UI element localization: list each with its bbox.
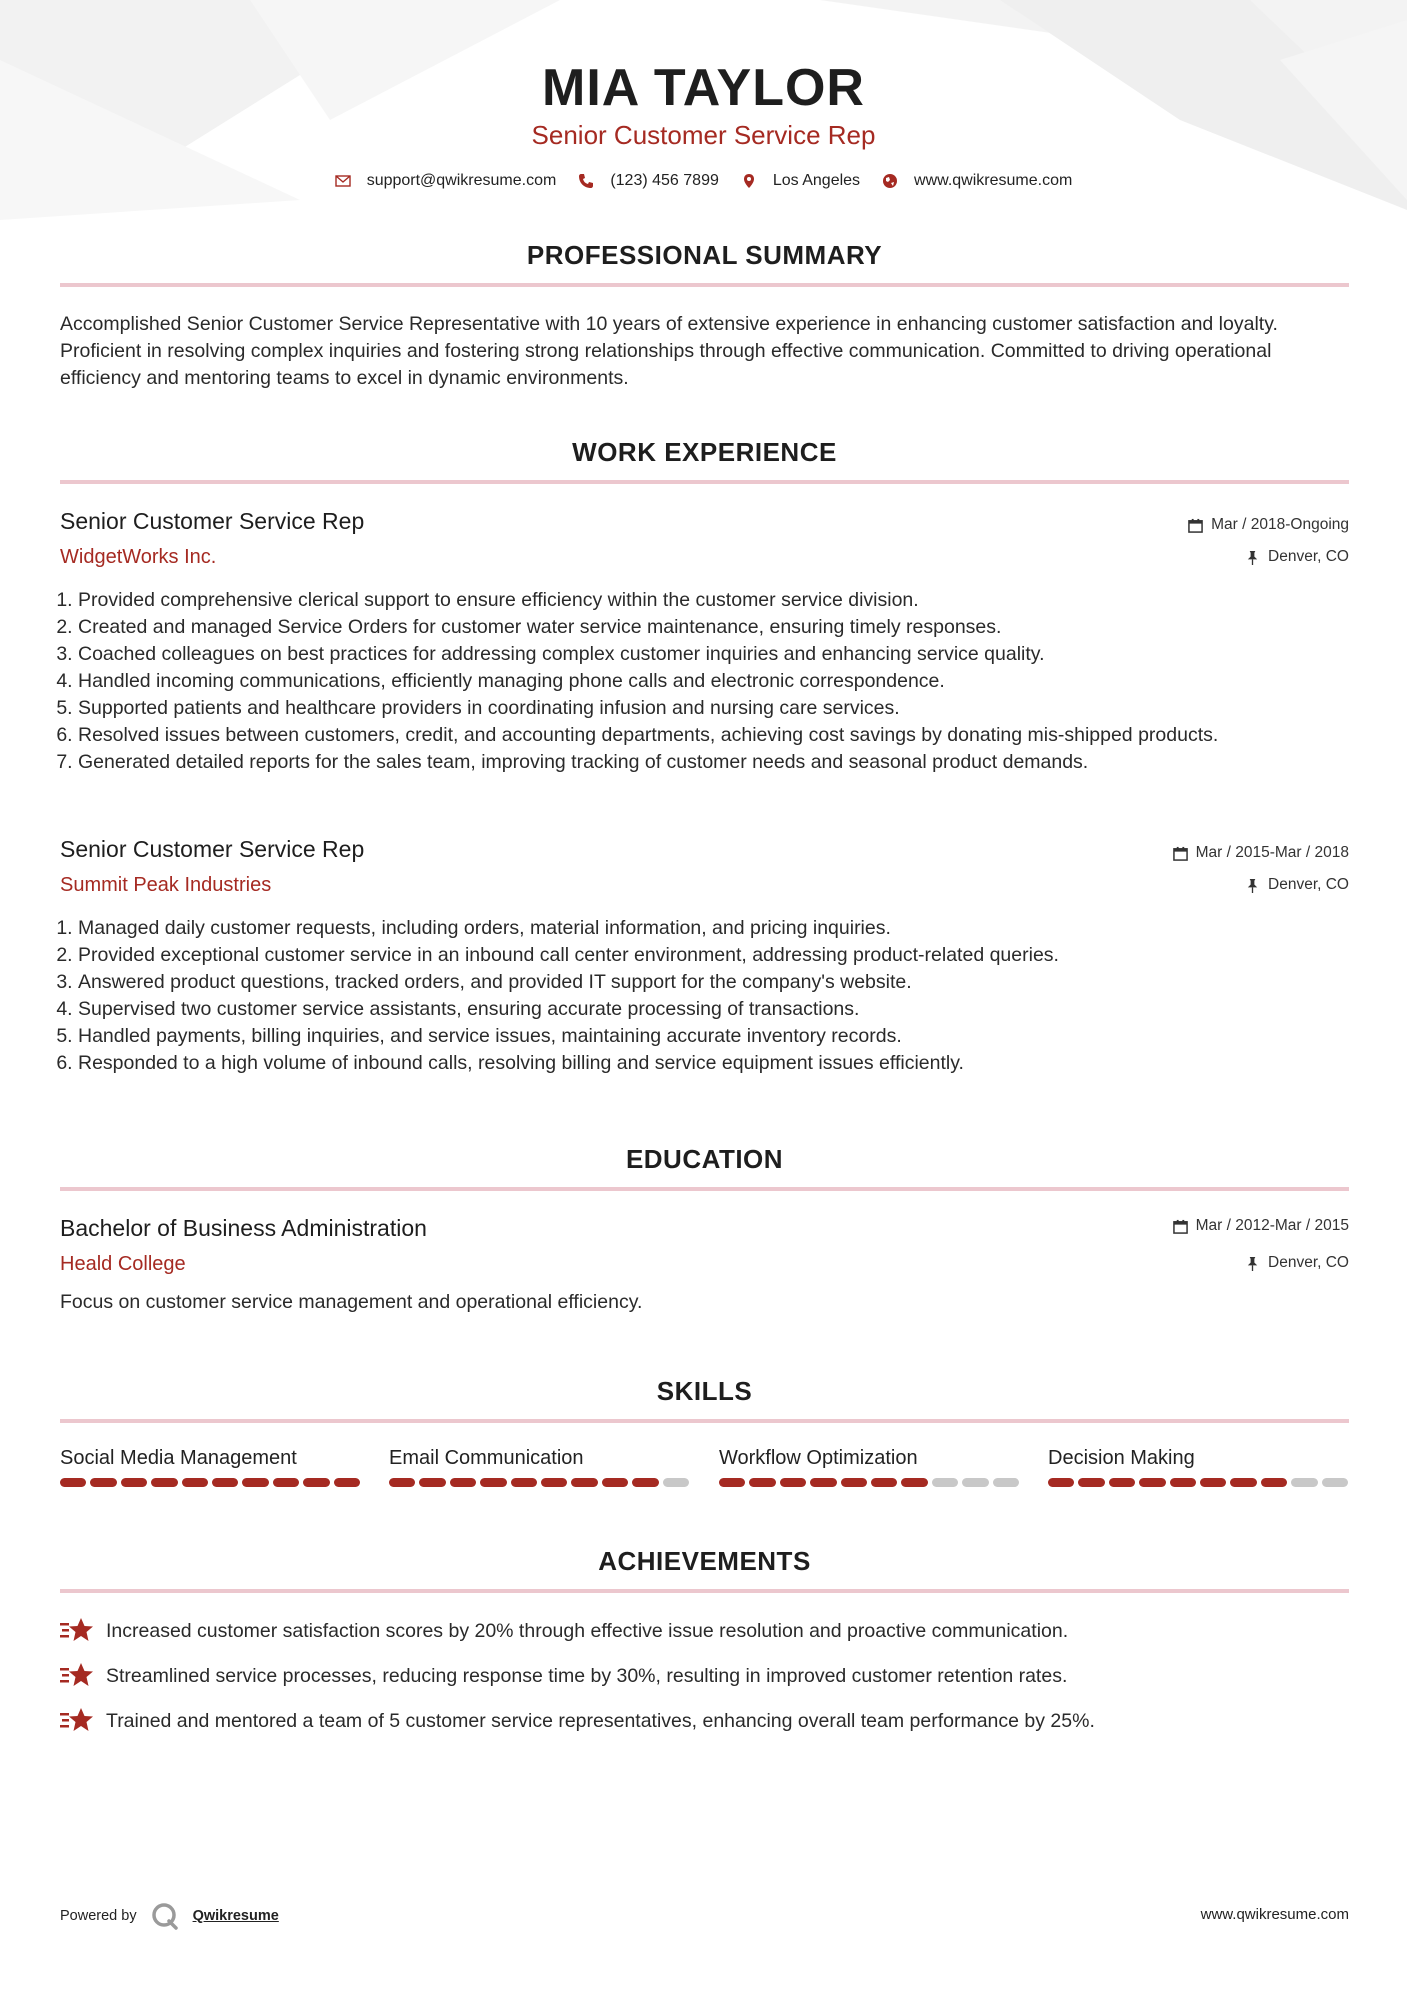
qwikresume-logo-icon [149, 1900, 181, 1932]
job-duties-list [60, 915, 1318, 1077]
list-item: 6. Responded to a high volume of inbound calls, resolving billing and service equipment issues efficiently. [78, 1050, 1318, 1077]
section-divider [60, 1589, 1349, 1593]
list-item: 4. Supervised two customer service assistants, ensuring accurate processing of transactions. [78, 996, 1318, 1023]
skill-level-segment [932, 1478, 958, 1487]
achievement-item [60, 1617, 1349, 1645]
star-icon [60, 1662, 94, 1690]
skill-level-segment [719, 1478, 745, 1487]
skill-level-segment [389, 1478, 415, 1487]
job-dates [1173, 844, 1349, 862]
contact-row [0, 172, 1407, 190]
education-dates-text: Mar / 2012-Mar / 2015 [1195, 1217, 1349, 1234]
skill-level-segment [1230, 1478, 1256, 1487]
skill-level-segment [1291, 1478, 1317, 1487]
skill-level-segment [1109, 1478, 1135, 1487]
skill-level-segment [273, 1478, 299, 1487]
skill-item [60, 1447, 360, 1487]
skill-level-segment [749, 1478, 775, 1487]
skill-level-bar [389, 1478, 689, 1487]
skill-level-segment [151, 1478, 177, 1487]
education-location [1245, 1254, 1349, 1272]
section-divider [60, 1419, 1349, 1423]
job-title: Senior Customer Service Rep [60, 836, 365, 862]
section-divider [60, 480, 1349, 484]
contact-website[interactable] [882, 172, 1072, 190]
list-item: 5. Handled payments, billing inquiries, and service issues, maintaining accurate inventory records. [78, 1023, 1318, 1050]
education-dates [1173, 1217, 1349, 1235]
degree-title: Bachelor of Business Administration [60, 1215, 427, 1241]
skill-level-segment [90, 1478, 116, 1487]
skill-level-segment [1170, 1478, 1196, 1487]
list-item: 3. Coached colleagues on best practices for addressing complex customer inquiries and enhancing service quality. [78, 641, 1318, 668]
list-item: 6. Resolved issues between customers, credit, and accounting departments, achieving cost savings by donating mis-shipped products. [78, 722, 1318, 749]
mail-icon [335, 173, 351, 189]
achievement-text: Trained and mentored a team of 5 customer service representatives, enhancing overall team performance by 25%. [106, 1709, 1095, 1732]
map-pin-icon [741, 173, 757, 189]
job-duties-list [60, 587, 1318, 776]
list-item: 4. Handled incoming communications, efficiently managing phone calls and electronic correspondence. [78, 668, 1318, 695]
skill-item [719, 1447, 1019, 1487]
job-location [1245, 548, 1349, 566]
contact-phone[interactable] [578, 172, 719, 190]
skill-level-segment [602, 1478, 628, 1487]
list-item: 5. Supported patients and healthcare providers in coordinating infusion and nursing care services. [78, 695, 1318, 722]
job-dates-text: Mar / 2018-Ongoing [1211, 516, 1349, 533]
calendar-icon [1173, 1219, 1188, 1234]
skill-level-bar [60, 1478, 360, 1487]
education-description: Focus on customer service management and operational efficiency. [60, 1291, 643, 1313]
skill-level-segment [571, 1478, 597, 1487]
company-name: Summit Peak Industries [60, 874, 272, 896]
skill-name: Email Communication [389, 1447, 584, 1469]
job-title: Senior Customer Service Rep [60, 508, 365, 534]
skill-level-segment [303, 1478, 329, 1487]
globe-icon [882, 173, 898, 189]
skill-level-segment [121, 1478, 147, 1487]
skill-level-segment [1078, 1478, 1104, 1487]
skill-level-segment [810, 1478, 836, 1487]
school-name: Heald College [60, 1253, 186, 1275]
achievement-item [60, 1707, 1349, 1735]
skill-level-segment [1322, 1478, 1348, 1487]
skill-level-segment [212, 1478, 238, 1487]
skill-item [389, 1447, 689, 1487]
pushpin-icon [1245, 1256, 1260, 1271]
skill-name: Workflow Optimization [719, 1447, 918, 1469]
achievements-heading: ACHIEVEMENTS [598, 1546, 811, 1576]
contact-email[interactable] [335, 172, 557, 190]
summary-heading: PROFESSIONAL SUMMARY [526, 240, 883, 270]
list-item: 2. Provided exceptional customer service in an inbound call center environment, addressing product-related queries. [78, 942, 1318, 969]
pushpin-icon [1245, 550, 1260, 565]
skill-level-segment [60, 1478, 86, 1487]
achievement-text: Increased customer satisfaction scores by 20% through effective issue resolution and proactive communication. [106, 1619, 1069, 1642]
summary-text: Accomplished Senior Customer Service Representative with 10 years of extensive experience in enhancing customer satisfaction and loyalty. Proficient in resolving complex inquiries and fostering strong relationships through effective communication. Committed to driving operational efficiency and mentoring teams to excel in dynamic environments. [60, 313, 1278, 389]
job-location [1245, 876, 1349, 894]
skill-level-segment [511, 1478, 537, 1487]
contact-location [741, 172, 860, 190]
skill-level-segment [780, 1478, 806, 1487]
skill-level-segment [1048, 1478, 1074, 1487]
education-location-text: Denver, CO [1268, 1254, 1349, 1271]
skill-level-bar [1048, 1478, 1348, 1487]
skill-level-bar [719, 1478, 1019, 1487]
brand-link[interactable]: Qwikresume [192, 1908, 279, 1924]
job-location-text: Denver, CO [1268, 876, 1349, 893]
skills-heading: SKILLS [656, 1376, 753, 1406]
job-dates-text: Mar / 2015-Mar / 2018 [1195, 844, 1349, 861]
company-name: WidgetWorks Inc. [60, 546, 217, 568]
skill-level-segment [480, 1478, 506, 1487]
skill-level-segment [242, 1478, 268, 1487]
achievement-item [60, 1662, 1349, 1690]
skill-level-segment [632, 1478, 658, 1487]
contact-email-text: support@qwikresume.com [366, 172, 557, 189]
skill-level-segment [962, 1478, 988, 1487]
section-divider [60, 283, 1349, 287]
footer-powered-by [60, 1900, 279, 1932]
job-location-text: Denver, CO [1268, 548, 1349, 565]
skill-level-segment [450, 1478, 476, 1487]
pushpin-icon [1245, 878, 1260, 893]
candidate-name: MIA TAYLOR [542, 59, 865, 117]
achievement-text: Streamlined service processes, reducing response time by 30%, resulting in improved customer retention rates. [106, 1664, 1068, 1687]
skill-level-segment [1200, 1478, 1226, 1487]
list-item: 1. Provided comprehensive clerical support to ensure efficiency within the customer service division. [78, 587, 1318, 614]
experience-heading: WORK EXPERIENCE [572, 437, 837, 467]
section-divider [60, 1187, 1349, 1191]
skill-level-segment [419, 1478, 445, 1487]
star-icon [60, 1707, 94, 1735]
contact-website-text: www.qwikresume.com [914, 172, 1073, 189]
list-item: 2. Created and managed Service Orders for customer water service maintenance, ensuring timely responses. [78, 614, 1318, 641]
skill-level-segment [901, 1478, 927, 1487]
job-dates [1188, 516, 1349, 534]
contact-phone-text: (123) 456 7899 [610, 172, 719, 189]
skill-name: Social Media Management [60, 1447, 297, 1469]
candidate-title: Senior Customer Service Rep [531, 120, 876, 150]
skill-level-segment [993, 1478, 1019, 1487]
skill-level-segment [663, 1478, 689, 1487]
list-item: 7. Generated detailed reports for the sales team, improving tracking of customer needs and seasonal product demands. [78, 749, 1318, 776]
phone-icon [578, 173, 594, 189]
contact-location-text: Los Angeles [772, 172, 861, 189]
powered-by-label: Powered by [60, 1908, 137, 1924]
skill-name: Decision Making [1048, 1447, 1195, 1469]
education-heading: EDUCATION [625, 1144, 784, 1174]
list-item: 3. Answered product questions, tracked orders, and provided IT support for the company's website. [78, 969, 1318, 996]
calendar-icon [1188, 518, 1203, 533]
skill-level-segment [1261, 1478, 1287, 1487]
star-icon [60, 1617, 94, 1645]
footer-website[interactable]: www.qwikresume.com [1200, 1906, 1349, 1923]
skill-level-segment [182, 1478, 208, 1487]
calendar-icon [1173, 846, 1188, 861]
skill-level-segment [334, 1478, 360, 1487]
skill-level-segment [541, 1478, 567, 1487]
skill-item [1048, 1447, 1348, 1487]
list-item: 1. Managed daily customer requests, including orders, material information, and pricing inquiries. [78, 915, 1318, 942]
skill-level-segment [841, 1478, 867, 1487]
skill-level-segment [1139, 1478, 1165, 1487]
skill-level-segment [871, 1478, 897, 1487]
